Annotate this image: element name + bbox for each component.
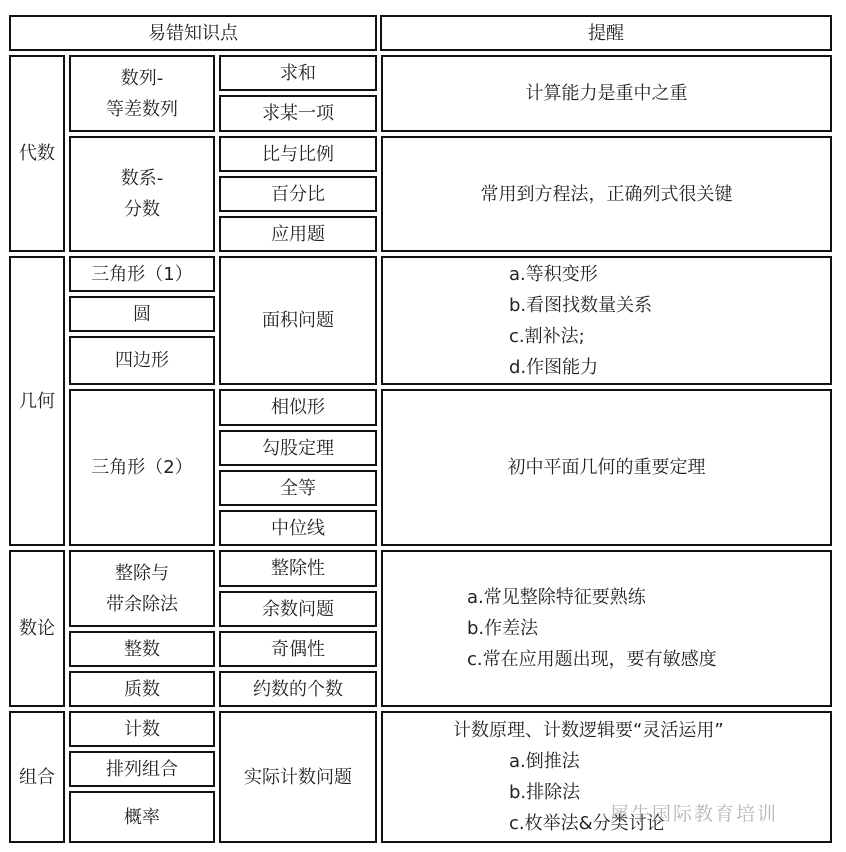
reminder-item: c.枚举法&分类讨论 [509, 813, 665, 834]
item: 约数的个数 [219, 671, 377, 707]
item: 百分比 [219, 176, 377, 212]
reminder-item: c.常在应用题出现，要有敏感度 [467, 649, 717, 670]
reminder-item: a.常见整除特征要熟练 [467, 587, 646, 608]
subtopic-arithmetic-sequence [69, 55, 215, 132]
subtopic-fractions [69, 136, 215, 252]
watermark: 犀牛国际教育培训 [610, 803, 779, 825]
reminder-title: 计数原理、计数逻辑要“灵活运用” [453, 720, 724, 741]
header-reminder: 提醒 [380, 15, 832, 51]
reminder-item: c.割补法; [509, 325, 585, 347]
item: 全等 [219, 470, 377, 506]
header-points: 易错知识点 [9, 15, 377, 51]
label: 数系- [120, 168, 164, 189]
subtopic: 三角形（1） [69, 256, 215, 292]
label: 带余除法 [106, 593, 178, 615]
reminder-item: a.倒推法 [509, 751, 580, 772]
item: 实际计数问题 [219, 711, 377, 843]
subtopic: 圆 [69, 296, 215, 332]
subtopic: 排列组合 [69, 751, 215, 787]
reminder-item: d.作图能力 [509, 356, 599, 378]
subtopic: 质数 [69, 671, 215, 707]
subtopic: 三角形（2） [69, 389, 215, 546]
item: 应用题 [219, 216, 377, 252]
item: 整除性 [219, 550, 377, 587]
item: 勾股定理 [219, 430, 377, 466]
item: 求某一项 [219, 95, 377, 132]
label: 数列- [120, 67, 164, 89]
reminder-list [381, 550, 832, 707]
subtopic: 计数 [69, 711, 215, 747]
subtopic: 整数 [69, 631, 215, 667]
label: 整除与 [115, 562, 169, 584]
category-algebra: 代数 [9, 55, 65, 252]
label: 分数 [124, 199, 160, 220]
reminder-item: b.看图找数量关系 [509, 294, 653, 316]
category-number-theory: 数论 [9, 550, 65, 707]
reminder-item: b.作差法 [467, 618, 539, 639]
item: 面积问题 [219, 256, 377, 385]
subtopic [69, 550, 215, 627]
label: 等差数列 [106, 98, 178, 120]
reminder: 计算能力是重中之重 [381, 55, 832, 132]
reminder: 常用到方程法，正确列式很关键 [381, 136, 832, 252]
category-combinatorics: 组合 [9, 711, 65, 843]
item: 中位线 [219, 510, 377, 546]
reminder-list [381, 256, 832, 385]
item: 求和 [219, 55, 377, 91]
category-geometry: 几何 [9, 256, 65, 546]
reminder-item: b.排除法 [509, 782, 581, 803]
item: 比与比例 [219, 136, 377, 172]
subtopic: 四边形 [69, 336, 215, 385]
reminder-item: a.等积变形 [509, 263, 598, 285]
item: 余数问题 [219, 591, 377, 627]
item: 奇偶性 [219, 631, 377, 667]
item: 相似形 [219, 389, 377, 426]
reminder: 初中平面几何的重要定理 [381, 389, 832, 546]
subtopic: 概率 [69, 791, 215, 843]
